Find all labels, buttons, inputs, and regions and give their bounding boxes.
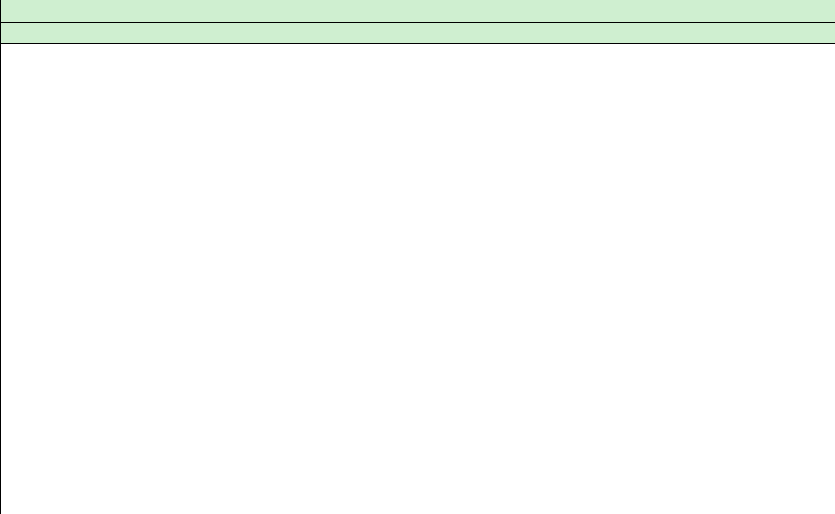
header-title-cell[interactable] [1,0,835,23]
header-subtitle-cell[interactable] [1,23,835,44]
